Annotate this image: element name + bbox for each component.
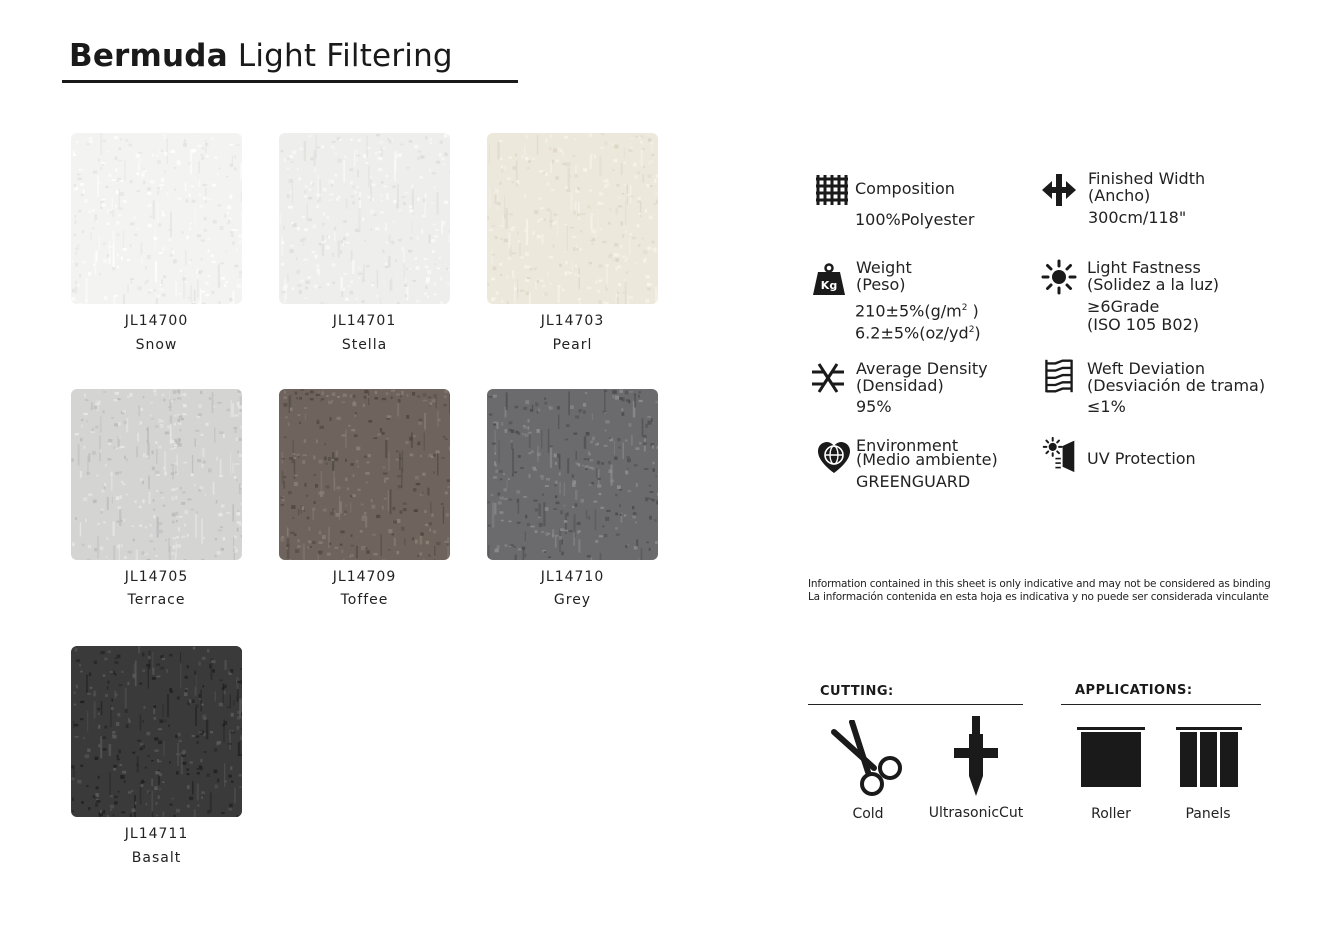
- swatch-tile[interactable]: [487, 133, 658, 304]
- kg-weight-icon: [811, 262, 847, 298]
- width-value: 300cm/118": [1088, 208, 1187, 227]
- swatch-name: Basalt: [131, 850, 182, 866]
- light-label-es: (Solidez a la luz): [1087, 275, 1220, 294]
- ultrasonic-blade-icon: [952, 716, 1000, 798]
- width-label-en: Finished Width: [1088, 169, 1206, 188]
- fabric-texture: [487, 389, 658, 560]
- fabric-texture: [279, 133, 450, 304]
- cold-cut-label: Cold: [852, 806, 884, 822]
- width-label-es: (Ancho): [1088, 186, 1151, 205]
- swatch-tile[interactable]: [487, 389, 658, 560]
- grid-icon: [814, 172, 850, 208]
- ultrasonic-cut-label: UltrasonicCut: [928, 805, 1024, 821]
- width-arrows-icon: [1041, 172, 1077, 208]
- roller-blind-icon: [1077, 727, 1145, 789]
- fabric-texture: [487, 133, 658, 304]
- disclaimer-es: La información contenida en esta hoja es indicativa y no puede ser considerada vinculante: [808, 590, 1269, 603]
- applications-heading: APPLICATIONS:: [1075, 683, 1193, 698]
- weight-label-en: Weight: [856, 258, 912, 277]
- fabric-texture: [71, 389, 242, 560]
- density-label: [856, 360, 988, 394]
- light-label-en: Light Fastness: [1087, 258, 1201, 277]
- weight-label-es: (Peso): [856, 275, 906, 294]
- weft-label-es: (Desviación de trama): [1087, 376, 1266, 395]
- swatch-code: JL14700: [124, 313, 189, 329]
- swatch-code: JL14711: [124, 826, 189, 842]
- fabric-texture: [279, 389, 450, 560]
- environment-label-es: (Medio ambiente): [856, 450, 998, 469]
- light-fastness-value: ≥6Grade: [1087, 297, 1160, 316]
- fabric-texture: [71, 133, 242, 304]
- swatch-code: JL14710: [540, 569, 605, 585]
- disclaimer-en: Information contained in this sheet is only indicative and may not be considered as binding: [808, 578, 1271, 590]
- density-label-en: Average Density: [856, 359, 988, 378]
- weight-value-imperial: [855, 319, 981, 344]
- weight-imperial-end: ): [974, 323, 981, 343]
- uv-protection-icon: [1041, 437, 1077, 473]
- weight-metric-sup: 2: [961, 303, 968, 313]
- weight-imperial-sup: 2: [968, 325, 975, 335]
- swatch-tile[interactable]: [279, 133, 450, 304]
- swatch-name: Stella: [341, 337, 388, 353]
- sun-icon: [1041, 259, 1077, 295]
- swatch-name: Snow: [135, 337, 178, 353]
- width-label: [1088, 170, 1205, 204]
- weft-label: [1087, 360, 1265, 394]
- panel-blind-icon: [1176, 727, 1242, 789]
- page-title: [69, 38, 453, 74]
- weave-density-icon: [810, 360, 846, 396]
- swatch-code: JL14709: [332, 569, 397, 585]
- swatch-name: Grey: [553, 592, 592, 608]
- density-label-es: (Densidad): [856, 376, 944, 395]
- swatch-name: Terrace: [127, 592, 186, 608]
- cutting-divider: [808, 704, 1023, 705]
- title-subtitle: Light Filtering: [227, 38, 453, 74]
- disclaimer: [808, 578, 1271, 603]
- density-value: 95%: [856, 397, 892, 416]
- light-fastness-standard: (ISO 105 B02): [1087, 315, 1199, 334]
- applications-divider: [1061, 704, 1261, 705]
- environment-value: GREENGUARD: [856, 472, 971, 491]
- title-brand: Bermuda: [69, 38, 228, 74]
- swatch-tile[interactable]: [279, 389, 450, 560]
- swatch-name: Toffee: [340, 592, 389, 608]
- roller-label: Roller: [1091, 806, 1131, 822]
- weight-label: [856, 259, 912, 293]
- weft-deviation-icon: [1041, 358, 1077, 394]
- weft-label-en: Weft Deviation: [1087, 359, 1205, 378]
- swatch-tile[interactable]: [71, 389, 242, 560]
- panels-label: Panels: [1185, 806, 1231, 822]
- weight-metric-end: ): [967, 301, 979, 321]
- swatch-name: Pearl: [552, 337, 593, 353]
- swatch-tile[interactable]: [71, 646, 242, 817]
- composition-label: Composition: [855, 179, 955, 198]
- weft-value: ≤1%: [1087, 397, 1126, 416]
- swatch-code: JL14703: [540, 313, 605, 329]
- light-fastness-label: [1087, 259, 1219, 293]
- fabric-texture: [71, 646, 242, 817]
- weight-metric-text: 210±5%(g/m: [855, 301, 962, 321]
- title-underline: [62, 80, 518, 83]
- weight-imperial-text: 6.2±5%(oz/yd: [855, 323, 969, 343]
- cutting-heading: CUTTING:: [820, 684, 894, 699]
- swatch-code: JL14701: [332, 313, 397, 329]
- swatch-tile[interactable]: [71, 133, 242, 304]
- environment-label: [856, 436, 998, 469]
- globe-heart-icon: [816, 440, 852, 476]
- swatch-code: JL14705: [124, 569, 189, 585]
- composition-value: 100%Polyester: [855, 210, 975, 229]
- svg-text:Kg: Kg: [820, 279, 838, 292]
- environment-label-en: Environment: [856, 436, 959, 455]
- uv-label: UV Protection: [1087, 449, 1196, 468]
- scissors-icon: [830, 720, 906, 798]
